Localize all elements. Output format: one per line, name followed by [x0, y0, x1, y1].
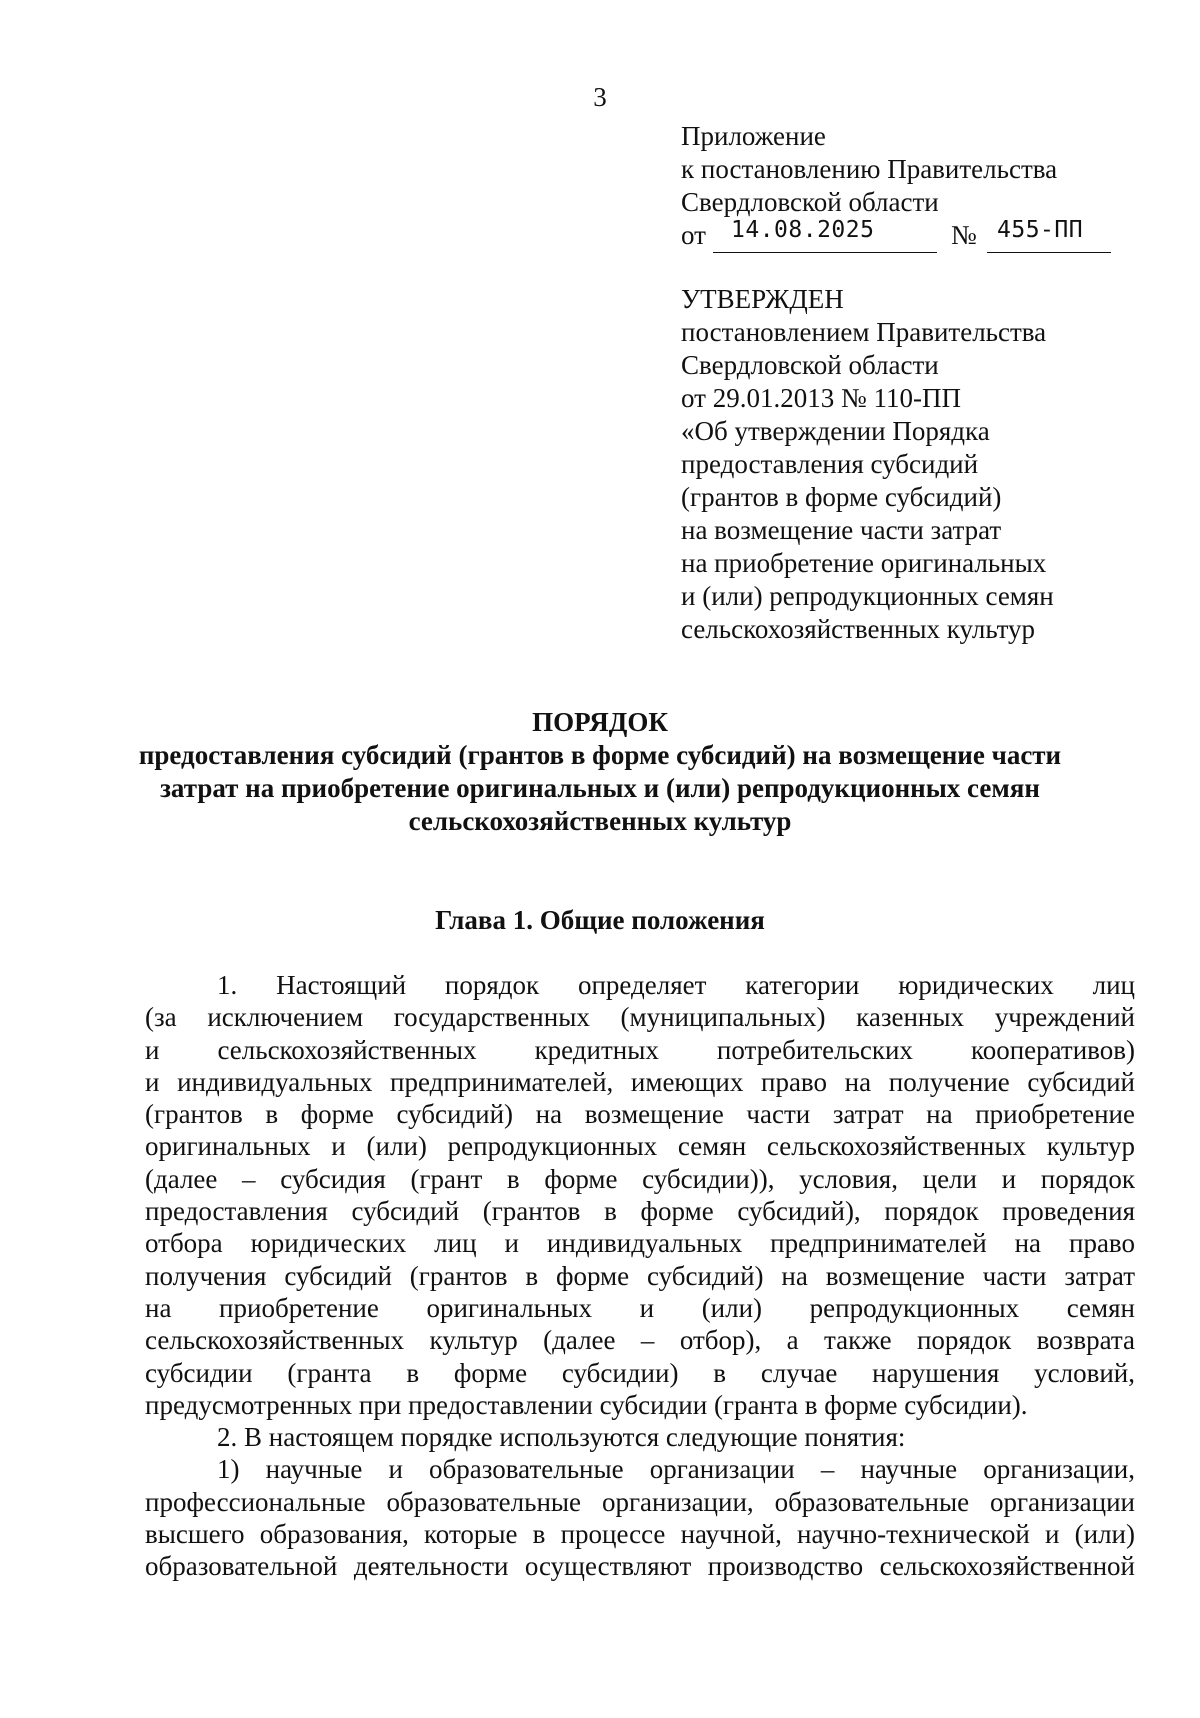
text-line: профессиональные образовательные организации, образовательные организации: [145, 1486, 1135, 1517]
number-field: [987, 219, 1111, 253]
approved-line: и (или) репродукционных семян: [681, 581, 1054, 611]
approved-block: [681, 283, 1151, 646]
approved-line: постановлением Правительства: [681, 317, 1047, 347]
approved-line: от 29.01.2013 № 110-ПП: [681, 383, 961, 413]
approved-line: Свердловской области: [681, 350, 939, 380]
text-line: (грантов в форме субсидий) на возмещение части затрат на приобретение: [145, 1099, 1135, 1130]
text-line: 1) научные и образовательные организации – научные организации,: [217, 1454, 1135, 1485]
paragraph-3: [145, 1453, 1135, 1582]
text-line: (за исключением государственных (муниципальных) казенных учреждений: [145, 1002, 1135, 1033]
date-field: [713, 219, 937, 253]
approved-line: (грантов в форме субсидий): [681, 482, 1002, 512]
paragraph-2: [145, 1421, 1135, 1453]
approved-line: на приобретение оригинальных: [681, 548, 1047, 578]
text-line: отбора юридических лиц и индивидуальных предпринимателей на право: [145, 1228, 1135, 1259]
page-number: 3: [593, 82, 607, 112]
text-line: 2. В настоящем порядке используются следующие понятия:: [217, 1422, 906, 1453]
title-line: сельскохозяйственных культур: [408, 806, 792, 836]
text-line: сельскохозяйственных культур (далее – отбор), а также порядок возврата: [145, 1325, 1135, 1356]
date-prefix: от: [681, 220, 706, 250]
number-prefix: №: [951, 220, 977, 250]
text-line: 1. Настоящий порядок определяет категории юридических лиц: [217, 970, 1135, 1000]
text-line: высшего образования, которые в процессе научной, научно-технической и (или): [145, 1519, 1135, 1550]
title-line: предоставления субсидий (грантов в форме субсидий) на возмещение части: [138, 740, 1062, 770]
text-line: субсидии (гранта в форме субсидии) в случае нарушения условий,: [145, 1357, 1135, 1388]
text-line: предусмотренных при предоставлении субсидии (гранта в форме субсидии).: [145, 1389, 1028, 1420]
approved-heading: УТВЕРЖДЕН: [681, 284, 844, 314]
document-title: [0, 706, 1200, 838]
text-line: и сельскохозяйственных кредитных потребительских кооперативов): [145, 1034, 1135, 1065]
approved-line: «Об утверждении Порядка: [681, 416, 990, 446]
chapter-title: Глава 1. Общие положения: [435, 905, 765, 935]
text-line: предоставления субсидий (грантов в форме субсидий), порядок проведения: [145, 1196, 1135, 1227]
appendix-date-line: [681, 219, 1141, 255]
appendix-block: [681, 120, 1141, 255]
text-line: (далее – субсидия (грант в форме субсидии)), условия, цели и порядок: [145, 1163, 1135, 1194]
body-text: [145, 969, 1135, 1583]
title-heading: ПОРЯДОК: [532, 707, 668, 737]
appendix-line: к постановлению Правительства: [681, 154, 1058, 184]
approved-line: на возмещение части затрат: [681, 515, 1002, 545]
approved-line: предоставления субсидий: [681, 449, 979, 479]
title-line: затрат на приобретение оригинальных и (или) репродукционных семян: [160, 773, 1040, 803]
paragraph-1: [145, 969, 1135, 1421]
text-line: получения субсидий (грантов в форме субсидий) на возмещение части затрат: [145, 1260, 1135, 1291]
text-line: и индивидуальных предпринимателей, имеющих право на получение субсидий: [145, 1066, 1135, 1097]
number-value: 455-ПП: [997, 217, 1084, 243]
text-line: образовательной деятельности осуществляют производство сельскохозяйственной: [145, 1551, 1135, 1582]
appendix-line: Свердловской области: [681, 187, 939, 217]
text-line: на приобретение оригинальных и (или) репродукционных семян: [145, 1292, 1135, 1323]
text-line: оригинальных и (или) репродукционных семян сельскохозяйственных культур: [145, 1131, 1135, 1162]
date-value: 14.08.2025: [731, 217, 875, 243]
approved-line: сельскохозяйственных культур: [681, 614, 1036, 644]
appendix-line: Приложение: [681, 121, 826, 151]
